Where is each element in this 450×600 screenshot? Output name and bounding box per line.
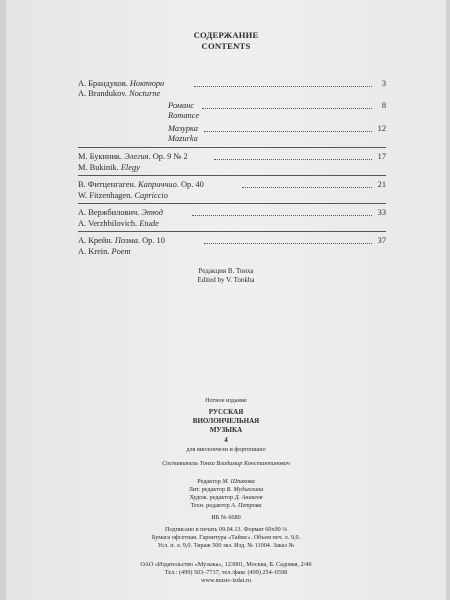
page-number: 17 (377, 152, 386, 161)
title-ru: Мазурка (168, 124, 198, 133)
author-ru: А. Брандуков. (78, 79, 128, 88)
print-line-3: Усл. п. л. 9,0. Тираж 500 экз. Изд. № 11004. Заказ № (157, 542, 295, 549)
leader-dots (194, 86, 372, 87)
toc-entry-brandukov-mazurka[interactable] (168, 124, 386, 134)
toc-entry-bukinik-elegy[interactable]: М. Букиник. Элегия. Op. 9 № 2 17 (78, 152, 386, 161)
isbn-line: ИБ № 6680 (211, 514, 241, 521)
publisher-website[interactable]: www.music-izdat.ru (200, 577, 252, 584)
toc-entry-verzhbilovich-etude[interactable]: А. Вержбилович. Этюд 33 (78, 208, 386, 217)
page-number: 8 (381, 101, 386, 110)
leader-dots (204, 131, 372, 132)
toc-entry-brandukov-nocturne[interactable] (78, 79, 386, 89)
page (6, 0, 446, 600)
leader-dots (214, 159, 372, 160)
credit-lit-editor: Лит. редактор В. Мудьюгина (188, 486, 264, 493)
credit-editor: Редактор М. Шпакова (197, 478, 255, 485)
book-title-line-3: МУЗЫКА (209, 426, 243, 434)
divider (78, 231, 386, 232)
credit-tech-editor: Техн. редактор А. Петрова (190, 502, 262, 509)
book-title-line-1: РУССКАЯ (208, 408, 244, 416)
toc-entry-fitzenhagen-capriccio[interactable]: В. Фитценгаген. Каприччио. Op. 40 21 (78, 180, 386, 189)
toc-entry-en: A. Brandukov. Nocturne (78, 89, 161, 98)
edition-kind: Нотное издание (205, 397, 247, 404)
title-ru: Романс (168, 101, 195, 110)
compiler: Составитель Тонха Владимир Константинович (162, 460, 290, 467)
toc-entry-en: Romance (168, 111, 200, 120)
publisher-line-1: ОАО «Издательство «Музыка», 123001, Москва, Б. Садовая, 2/46 (140, 561, 312, 568)
divider (78, 175, 386, 176)
toc-entry-krein-poem[interactable]: А. Крейн. Поэма. Op. 10 37 (78, 236, 386, 245)
instrumentation: для виолончели и фортепиано (186, 446, 266, 453)
volume-number: 4 (224, 436, 228, 444)
divider (78, 203, 386, 204)
toc-entry-brandukov-romance[interactable] (168, 101, 386, 111)
page-number: 33 (377, 208, 386, 217)
leader-dots (192, 215, 372, 216)
title-ru: Ноктюрн (129, 79, 165, 88)
contents-title-ru: СОДЕРЖАНИЕ (193, 30, 259, 40)
credit-art-editor: Худож. редактор Д. Аникеев (189, 494, 263, 501)
contents-title-en: CONTENTS (201, 41, 251, 51)
print-line-2: Бумага офсетная. Гарнитура «Таймс». Объем печ. л. 9,0. (151, 534, 301, 541)
toc-entry-en: A. Krein. Poem (78, 247, 131, 256)
page-number: 3 (381, 79, 386, 88)
toc-entry-en: W. Fitzenhagen. Capriccio (78, 191, 168, 200)
print-line-1: Подписано в печать 09.04.13. Формат 60x90 ⅛ (165, 526, 287, 533)
editor-ru: Редакция В. Тонха (198, 267, 254, 275)
page-number: 37 (377, 236, 386, 245)
toc-entry-en: M. Bukinik. Elegy (78, 163, 140, 172)
leader-dots (204, 243, 372, 244)
toc-entry-en: Mazurka (168, 134, 198, 143)
book-title-line-2: ВИОЛОНЧЕЛЬНАЯ (192, 417, 260, 425)
divider (78, 147, 386, 148)
page-number: 21 (377, 180, 386, 189)
leader-dots (242, 187, 372, 188)
toc-entry-en: A. Verzhbilovich. Etude (78, 219, 159, 228)
publisher-line-2: Тел.: (499) 503–7737, тел./факс (499) 254–6598 (164, 569, 288, 576)
leader-dots (202, 108, 372, 109)
page-number: 12 (377, 124, 386, 133)
editor-en: Edited by V. Tonkha (197, 276, 255, 284)
